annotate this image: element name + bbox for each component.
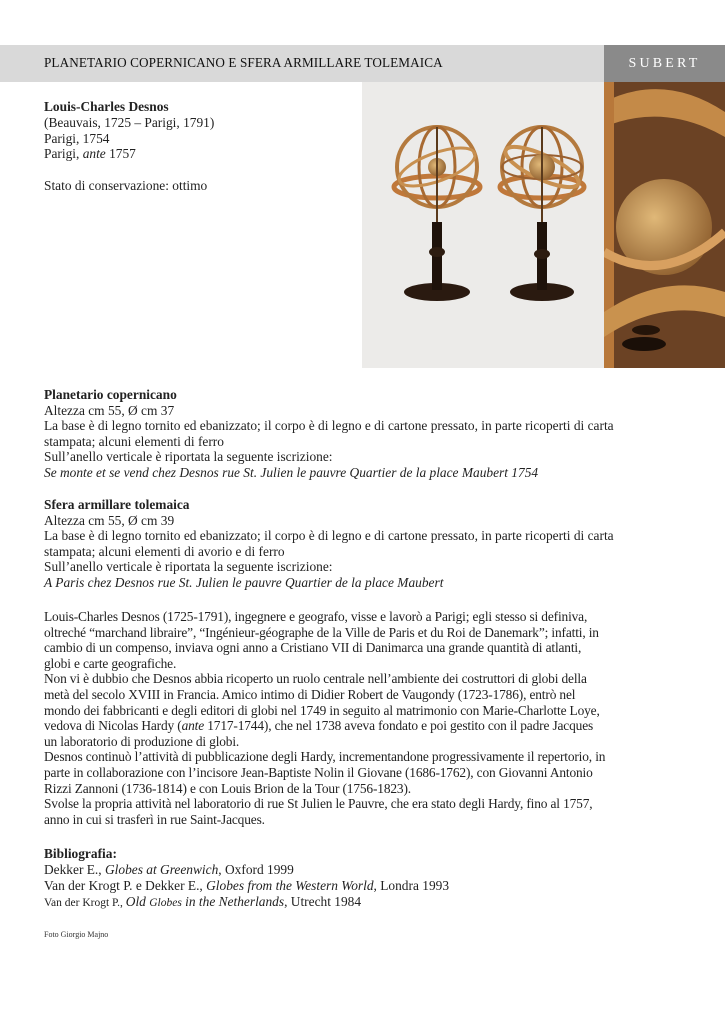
- sfera-inscription: A Paris chez Desnos rue St. Julien le pauvre Quartier de la place Maubert: [44, 574, 444, 590]
- biography: [44, 609, 606, 827]
- armillary-sphere-object: [500, 127, 584, 301]
- bio-paragraph-2: Non vi è dubbio che Desnos abbia ricoperto un ruolo centrale nell’ambiente dei costruttori di globi della metà del secolo XVIII in Francia. Amico intimo di Didier Robert de Vaugondy (1723-1786), entrò nel mondo dei fabbricanti e degli editori di globi nel 1749 in seguito al matrimonio con Marie-Charlotte Loye, vedova di Nicolas Hardy (ante 1717-1744), che nel 1738 aveva fondato e poi gestito con il padre Jacques un laboratorio di produzione di globi.: [44, 671, 600, 749]
- sfera-title: Sfera armillare tolemaica: [44, 497, 190, 512]
- brand-logo: SUBERT: [604, 45, 725, 82]
- date-line-1: Parigi, 1754: [44, 130, 110, 146]
- bib-item: Van der Krogt P. e Dekker E., Globes from the Western World, Londra 1993: [44, 878, 450, 893]
- bio-paragraph-4: Svolse la propria attività nel laboratorio di rue St Julien le Pauvre, che era stato degli Hardy, fino al 1757, anno in cui si trasferì in rue Saint-Jacques.: [44, 796, 593, 827]
- bib-item: Dekker E., Globes at Greenwich, Oxford 1999: [44, 862, 294, 877]
- sfera-inscription-label: Sull’anello verticale è riportata la seguente iscrizione:: [44, 559, 333, 575]
- planetario-desc: La base è di legno tornito ed ebanizzato; il corpo è di legno e di cartone pressato, in parte ricoperti di carta stampata; alcuni elementi di ferro: [44, 418, 614, 449]
- planetario-size: Altezza cm 55, Ø cm 37: [44, 402, 175, 418]
- sfera-desc: La base è di legno tornito ed ebanizzato; il corpo è di legno e di cartone pressato, in parte ricoperti di carta stampata; alcuni elementi di avorio e di ferro: [44, 528, 614, 559]
- intro-block: [44, 99, 214, 194]
- author-lifespan: (Beauvais, 1725 – Parigi, 1791): [44, 114, 215, 130]
- planetario-inscription-label: Sull’anello verticale è riportata la seguente iscrizione:: [44, 449, 333, 465]
- photo-credit: Foto Giorgio Majno: [44, 930, 109, 939]
- sfera-size: Altezza cm 55, Ø cm 39: [44, 512, 175, 528]
- page-title: PLANETARIO COPERNICANO E SFERA ARMILLARE TOLEMAICA: [44, 55, 443, 70]
- planetario-inscription: Se monte et se vend chez Desnos rue St. Julien le pauvre Quartier de la place Maubert 1754: [44, 464, 539, 480]
- planetarium-object: [394, 127, 480, 301]
- sphere-detail-photo: [604, 82, 725, 368]
- sphere-detail-illustration: [604, 82, 725, 368]
- bibliography-title: Bibliografia:: [44, 846, 117, 861]
- condition-note: Stato di conservazione: ottimo: [44, 178, 208, 194]
- bib-item: Van der Krogt P., Old Globes in the Netherlands, Utrecht 1984: [44, 894, 362, 909]
- globes-illustration: [362, 82, 604, 368]
- date-line-2: Parigi, ante 1757: [44, 146, 136, 162]
- author-name: Louis-Charles Desnos: [44, 99, 169, 114]
- planetario-title: Planetario copernicano: [44, 387, 177, 402]
- sfera-section: [44, 497, 614, 591]
- globes-photo: [362, 82, 604, 368]
- bio-paragraph-1: Louis-Charles Desnos (1725-1791), ingegnere e geografo, visse e lavorò a Parigi; egli stesso si definiva, oltreché “marchand libraire”, “Ingénieur-géographe de la Ville de Paris et du Roi de Danemark”; infatti, in cambio di un compenso, inviava ogni anno a Cristiano VII di Danimarca una grande quantità di atlanti, globi e carte geografiche.: [44, 609, 599, 671]
- bibliography: [44, 846, 614, 911]
- bio-paragraph-3: Desnos continuò l’attività di pubblicazione degli Hardy, incrementandone progressivamente il repertorio, in parte in collaborazione con l’incisore Jean-Baptiste Nolin il Giovane (1686-1762), con Giovanni Antonio Rizzi Zannoni (1736-1814) e con Louis Brion de la Tour (1756-1823).: [44, 749, 606, 796]
- planetario-section: [44, 387, 614, 481]
